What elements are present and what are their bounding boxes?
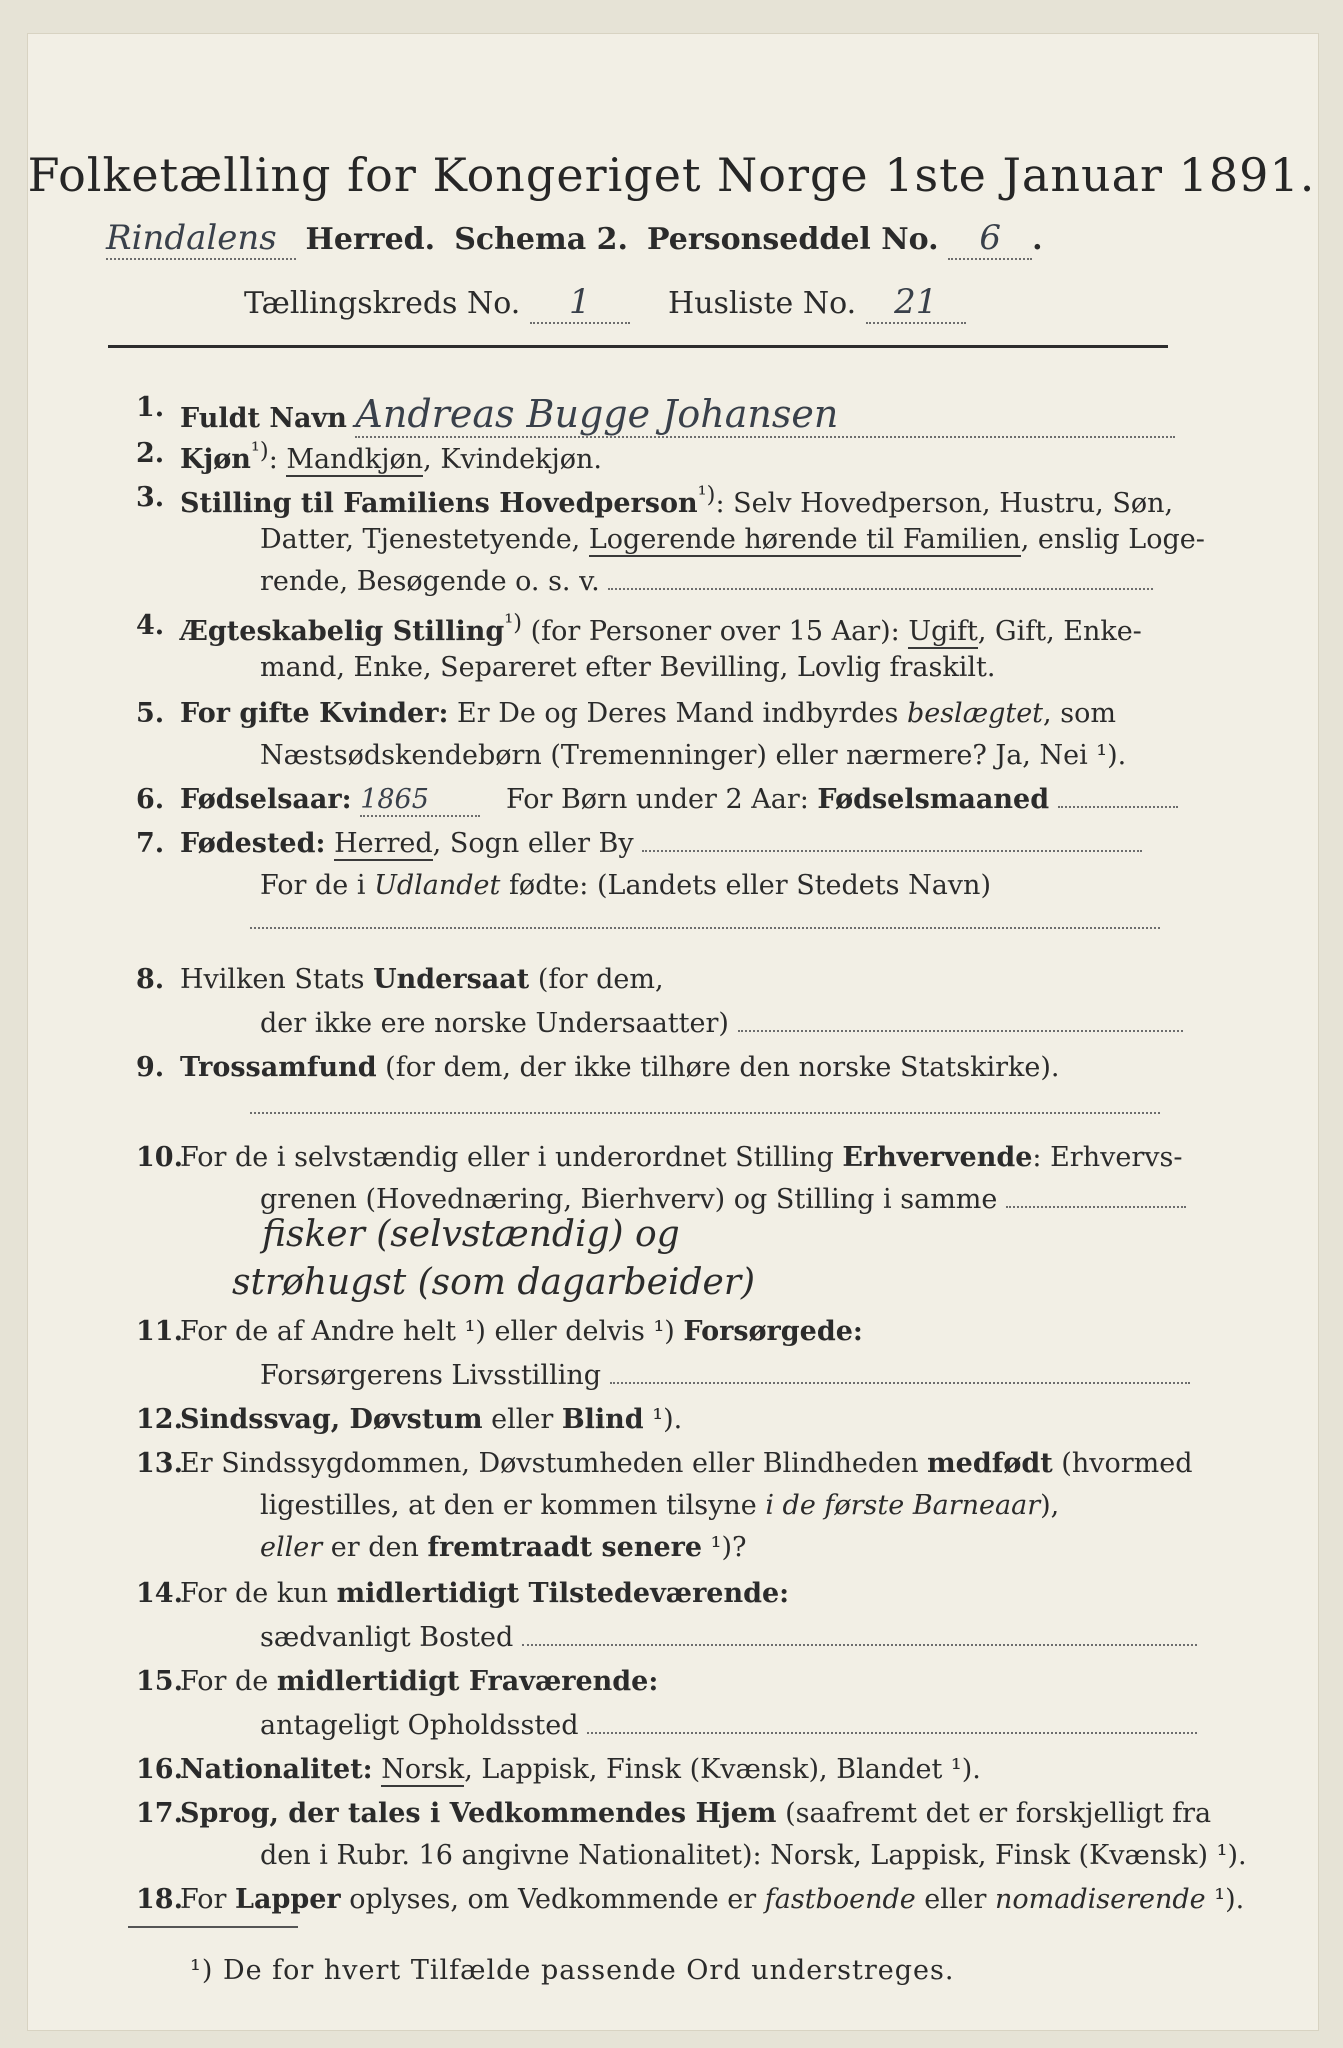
birthplace-label: Fødested: — [180, 828, 326, 859]
occupation-handwritten-2: strøhugst (som dagarbeider) — [232, 1262, 756, 1303]
item-15-line-2 — [260, 1710, 1197, 1741]
item-7-line-2 — [260, 870, 991, 901]
item-15-line-1 — [180, 1666, 658, 1697]
item-15-number: 15. — [136, 1666, 183, 1697]
item-16-number: 16. — [136, 1754, 183, 1785]
item-9-fill — [250, 1090, 1160, 1121]
family-position-options-3: , enslig Loge- — [1020, 524, 1205, 555]
congenital-text-3: ligestilles, at den er kommen tilsyne — [260, 1490, 766, 1521]
language-text: (saafremt det er forskjelligt fra — [776, 1798, 1212, 1829]
subject-text-3: der ikke ere norske Undersaatter) — [260, 1008, 729, 1039]
congenital-text: Er Sindssygdommen, Døvstumheden eller Blindheden — [180, 1448, 928, 1479]
kreds-number: 1 — [530, 282, 630, 324]
fill-line — [1058, 806, 1178, 808]
marital-status-selected: Ugift — [908, 616, 978, 647]
later-onset-label: fremtraadt senere — [427, 1532, 703, 1563]
provider-text: Forsørgerens Livsstilling — [260, 1360, 602, 1391]
occupation-text: For de i selvstændig eller i underordnet Stilling — [180, 1142, 843, 1173]
nationality-label: Nationalitet: — [180, 1754, 373, 1785]
lapps-italic-1: fastboende — [764, 1884, 916, 1915]
item-18-number: 18. — [136, 1884, 183, 1915]
occupation-text-2: : Erhvervs- — [1032, 1142, 1183, 1173]
header-divider — [108, 345, 1168, 348]
lapps-text-4: ¹). — [1205, 1884, 1245, 1915]
disability-text: eller — [482, 1404, 562, 1435]
personseddel-number: 6 — [948, 218, 1032, 260]
congenital-text-4: ), — [1040, 1490, 1060, 1521]
item-11-line-1 — [180, 1316, 863, 1347]
full-name-value: Andreas Bugge Johansen — [355, 392, 1175, 438]
birth-month-label: Fødselsmaaned — [817, 784, 1050, 815]
item-13-line-1 — [180, 1448, 1193, 1479]
schema-label: Schema 2. — [454, 222, 628, 257]
husliste-label: Husliste No. — [668, 286, 857, 321]
sex-separator: : — [268, 444, 287, 475]
temp-absent-label: midlertidigt Fraværende: — [276, 1666, 659, 1697]
item-10-number: 10. — [136, 1142, 183, 1173]
subject-text-2: (for dem, — [529, 964, 664, 995]
religion-text: (for dem, der ikke tilhøre den norske Statskirke). — [376, 1052, 1060, 1083]
birth-year-value: 1865 — [360, 784, 480, 817]
provided-text: For de af Andre helt ¹) eller delvis ¹) — [180, 1316, 684, 1347]
family-position-selected: Logerende hørende til Familien — [588, 524, 1021, 555]
form-title: Folketælling for Kongeriget Norge 1ste Januar 1891. — [27, 148, 1316, 202]
item-3-line-2 — [260, 524, 1205, 555]
lapps-text: For — [180, 1884, 236, 1915]
header-kreds-line — [244, 282, 966, 324]
temp-present-text: For de kun — [180, 1578, 337, 1609]
item-8-number: 8. — [136, 964, 165, 995]
herred-label: Herred. — [305, 222, 436, 257]
disability-label: Sindssvag, Døvstum — [180, 1404, 483, 1435]
fill-line — [250, 1112, 1160, 1114]
item-8-line-1 — [180, 964, 664, 995]
abroad-text-2: fødte: (Landets eller Stedets Navn) — [500, 870, 991, 901]
marital-status-label: Ægteskabelig Stilling — [180, 616, 505, 647]
footnote-ref: ¹) — [697, 482, 716, 508]
sex-option-female: , Kvindekjøn. — [423, 444, 603, 475]
birthplace-selected: Herred — [334, 828, 433, 859]
disability-text-2: ¹). — [643, 1404, 683, 1435]
subject-text: Hvilken Stats — [180, 964, 374, 995]
item-7-number: 7. — [136, 828, 165, 859]
fill-line — [738, 1030, 1183, 1032]
subject-label: Undersaat — [373, 964, 530, 995]
footnote-ref: ¹) — [250, 438, 269, 464]
item-14-line-1 — [180, 1578, 789, 1609]
item-3-line-1 — [180, 482, 1173, 519]
lapps-italic-2: nomadiserende — [995, 1884, 1206, 1915]
item-14-line-2 — [260, 1622, 1197, 1653]
item-2-sex — [180, 438, 602, 475]
usual-residence-text: sædvanligt Bosted — [260, 1622, 514, 1653]
blind-label: Blind — [561, 1404, 644, 1435]
marital-status-options: , Gift, Enke- — [977, 616, 1142, 647]
personseddel-label: Personseddel No. — [647, 222, 939, 257]
item-6-number: 6. — [136, 784, 165, 815]
fill-line — [642, 850, 1142, 852]
nationality-options: , Lappisk, Finsk (Kvænsk), Blandet ¹). — [464, 1754, 981, 1785]
marital-status-text: (for Personer over 15 Aar): — [522, 616, 909, 647]
item-18-lapps — [180, 1884, 1244, 1915]
item-11-number: 11. — [136, 1316, 183, 1347]
married-women-italic: beslægtet — [906, 698, 1044, 729]
lapps-text-3: eller — [915, 1884, 996, 1915]
occupation-text-3: grenen (Hovednæring, Bierhverv) og Stilling i samme — [260, 1184, 998, 1215]
item-13-line-3 — [260, 1532, 746, 1563]
item-9-number: 9. — [136, 1052, 165, 1083]
occupation-label: Erhvervende — [842, 1142, 1033, 1173]
item-5-number: 5. — [136, 698, 165, 729]
item-4-line-1 — [180, 610, 1142, 647]
kreds-label: Tællingskreds No. — [244, 286, 521, 321]
abroad-italic: Udlandet — [374, 870, 501, 901]
temp-absent-text: For de — [180, 1666, 277, 1697]
lapps-text-2: oplyses, om Vedkommende er — [340, 1884, 765, 1915]
item-12-disability — [180, 1404, 682, 1435]
language-label: Sprog, der tales i Vedkommendes Hjem — [180, 1798, 777, 1829]
item-10-line-1 — [180, 1142, 1182, 1173]
family-position-options-2: Datter, Tjenestetyende, — [260, 524, 589, 555]
married-women-text-2: , som — [1043, 698, 1116, 729]
item-16-nationality — [180, 1754, 981, 1785]
provided-label: Forsørgede: — [683, 1316, 863, 1347]
item-5-line-1 — [180, 698, 1116, 729]
item-12-number: 12. — [136, 1404, 183, 1435]
full-name-label: Fuldt Navn — [180, 403, 347, 434]
item-17-number: 17. — [136, 1798, 183, 1829]
sex-option-male: Mandkjøn — [286, 444, 424, 475]
birth-month-text: For Børn under 2 Aar: — [505, 784, 818, 815]
herred-name-handwritten: Rindalens — [106, 218, 296, 260]
nationality-selected: Norsk — [381, 1754, 465, 1785]
footnote: ¹) De for hvert Tilfælde passende Ord understreges. — [190, 1955, 955, 1986]
item-17-line-2: den i Rubr. 16 angivne Nationalitet): Norsk, Lappisk, Finsk (Kvænsk) ¹). — [260, 1840, 1247, 1871]
item-7-fill — [250, 905, 1160, 936]
stay-place-text: antageligt Opholdssted — [260, 1710, 579, 1741]
footnote-divider — [128, 1926, 298, 1928]
married-women-label: For gifte Kvinder: — [180, 698, 449, 729]
congenital-text-5: er den — [322, 1532, 428, 1563]
item-4-number: 4. — [136, 610, 165, 641]
item-2-number: 2. — [136, 438, 165, 469]
item-7-birthplace — [180, 828, 1142, 859]
family-position-options-4: rende, Besøgende o. s. v. — [260, 566, 600, 597]
item-17-line-1 — [180, 1798, 1211, 1829]
item-10-line-2 — [260, 1184, 1186, 1215]
item-6-birth-year — [180, 784, 1178, 817]
footnote-ref: ¹) — [504, 610, 523, 636]
sex-label: Kjøn — [180, 444, 251, 475]
temp-present-label: midlertidigt Tilstedeværende: — [336, 1578, 790, 1609]
item-11-line-2 — [260, 1360, 1190, 1391]
religion-label: Trossamfund — [180, 1052, 377, 1083]
congenital-text-2: (hvormed — [1052, 1448, 1193, 1479]
item-5-line-2: Næstsødskendebørn (Tremenninger) eller nærmere? Ja, Nei ¹). — [260, 740, 1127, 771]
family-position-label: Stilling til Familiens Hovedperson — [180, 488, 698, 519]
lapps-label: Lapper — [235, 1884, 341, 1915]
item-8-line-2 — [260, 1008, 1183, 1039]
fill-line — [587, 1732, 1197, 1734]
occupation-handwritten-1: fisker (selvstændig) og — [262, 1214, 680, 1255]
item-9-religion — [180, 1052, 1059, 1083]
congenital-label: medfødt — [927, 1448, 1053, 1479]
congenital-text-6: ¹)? — [702, 1532, 747, 1563]
item-1-full-name — [180, 392, 1175, 438]
item-4-line-2: mand, Enke, Separeret efter Bevilling, Lovlig fraskilt. — [260, 652, 996, 683]
birth-year-label: Fødselsaar: — [180, 784, 352, 815]
fill-line — [250, 927, 1160, 929]
husliste-number: 21 — [866, 282, 966, 324]
item-1-number: 1. — [136, 392, 165, 423]
header-herred-line: Rindalens Herred. Schema 2. Personseddel No. 6 . — [106, 218, 1043, 258]
congenital-italic: i de første Barneaar — [765, 1490, 1041, 1521]
family-position-options: : Selv Hovedperson, Hustru, Søn, — [715, 488, 1174, 519]
fill-line — [610, 1382, 1190, 1384]
congenital-italic-2: eller — [260, 1532, 323, 1563]
item-13-number: 13. — [136, 1448, 183, 1479]
abroad-text: For de i — [260, 870, 375, 901]
item-3-line-3 — [260, 566, 1153, 597]
birthplace-options: , Sogn eller By — [432, 828, 634, 859]
item-3-number: 3. — [136, 482, 165, 513]
married-women-text: Er De og Deres Mand indbyrdes — [448, 698, 907, 729]
fill-line — [522, 1644, 1197, 1646]
item-13-line-2 — [260, 1490, 1059, 1521]
item-14-number: 14. — [136, 1578, 183, 1609]
fill-line — [1006, 1206, 1186, 1208]
fill-line — [608, 588, 1153, 590]
